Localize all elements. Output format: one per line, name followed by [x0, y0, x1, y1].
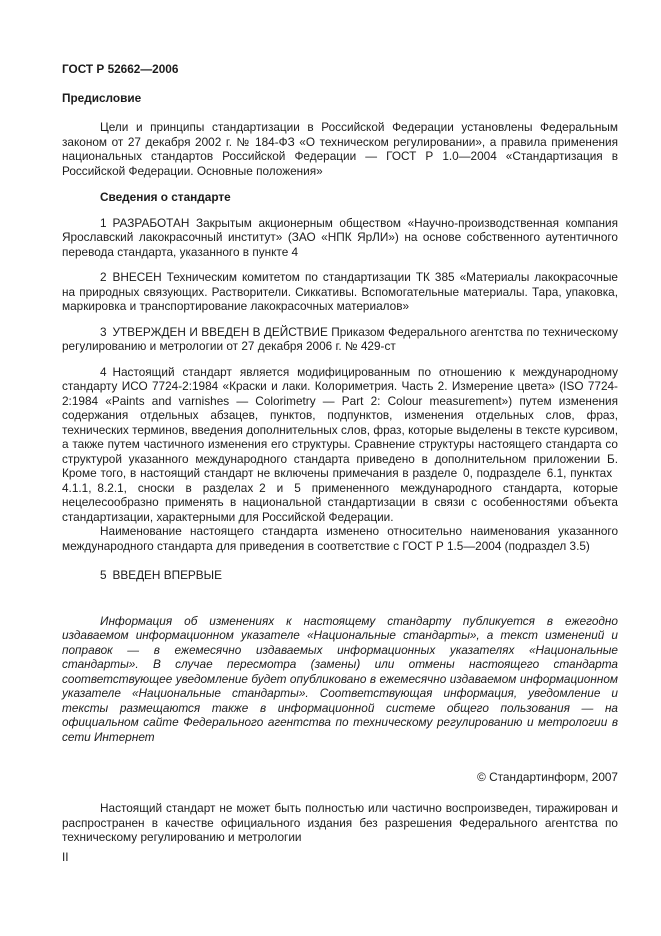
- standard-info-item-3-approved: 3 УТВЕРЖДЕН И ВВЕДЕН В ДЕЙСТВИЕ Приказом Федерального агентства по техническому регулированию и метрологии от 27 декабря 2006 г. № 429-ст: [62, 324, 618, 353]
- publication-notice-italic: Информация об изменениях к настоящему стандарту публикуется в ежегодно издаваемом информационном указателе «Национальные стандарты», а текст изменений и поправок — в ежемесячно издаваемых информационных указателях «Национальные стандарты». В случае пересмотра (замены) или отмены настоящего стандарта соответствующее уведомление будет опубликовано в ежемесячно издаваемом информационном указателе «Национальные стандарты». Соответствующая информация, уведомление и тексты размещаются также в информационной системе общего пользования — на официальном сайте Федерального агентства по техническому регулированию и метрологии в сети Интернет: [62, 613, 618, 744]
- intro-paragraph: Цели и принципы стандартизации в Российской Федерации установлены Федеральным законом от 27 декабря 2002 г. № 184-ФЗ «О техническом регулировании», а правила применения национальных стандартов Российской Федерации — ГОСТ Р 1.0—2004 «Стандартизация в Российской Федерации. Основные положения»: [62, 120, 618, 178]
- standard-info-item-4-naming-note: Наименование настоящего стандарта изменено относительно наименования указанного международного стандарта для приведения в соответствие с ГОСТ Р 1.5—2004 (подраздел 3.5): [62, 524, 618, 553]
- standard-info-item-5-first-edition: 5 ВВЕДЕН ВПЕРВЫЕ: [100, 568, 222, 582]
- standard-info-item-2-submitted: 2 ВНЕСЕН Техническим комитетом по стандартизации ТК 385 «Материалы лакокрасочные на природных связующих. Растворители. Сиккативы. Вспомогательные материалы. Тара, упаковка, маркировка и транспортирование лакокрасочных материалов»: [62, 270, 618, 313]
- standard-info-item-4-modified: 4 Настоящий стандарт является модифицированным по отношению к международному стандарту ИСО 7724-2:1984 «Краски и лаки. Колориметрия. Часть 2. Измерение цвета» (ISO 7724-2:1984 «Paints and varnishes — Colorimetry — Part 2: Colour measurement») путем изменения содержания отдельных абзацев, пунктов, подпунктов, изменения отдельных слов, фраз, технических терминов, введения дополнительных слов, фраз, которые выделены в тексте курсивом, а также путем частичного изменения его структуры. Сравнение структуры настоящего стандарта со структурой указанного международного стандарта приведено в дополнительном приложении Б. Кроме того, в настоящий стандарт не включены примечания в разделе 0, подразделе 6.1, пунктах 4.1.1, 8.2.1, сноски в разделах 2 и 5 примененного международного стандарта, которые нецелесообразно применять в национальной стандартизации в связи с особенностями объекта стандартизации, характерными для Российской Федерации.: [62, 364, 618, 524]
- reproduction-restriction-paragraph: Настоящий стандарт не может быть полностью или частично воспроизведен, тиражирован и распространен в качестве официального издания без разрешения Федерального агентства по техническому регулированию и метрологии: [62, 801, 618, 844]
- page-title: Предисловие: [62, 90, 142, 105]
- section-heading-standard-info: Сведения о стандарте: [100, 190, 231, 204]
- standard-code-header: ГОСТ Р 52662—2006: [62, 62, 179, 76]
- standard-info-item-1-developed: 1 РАЗРАБОТАН Закрытым акционерным обществом «Научно-производственная компания Ярославский лакокрасочный институт» (ЗАО «НПК ЯрЛИ») на основе собственного аутентичного перевода стандарта, указанного в пункте 4: [62, 215, 618, 259]
- page-number: II: [62, 850, 69, 864]
- copyright-line: © Стандартинформ, 2007: [477, 770, 618, 784]
